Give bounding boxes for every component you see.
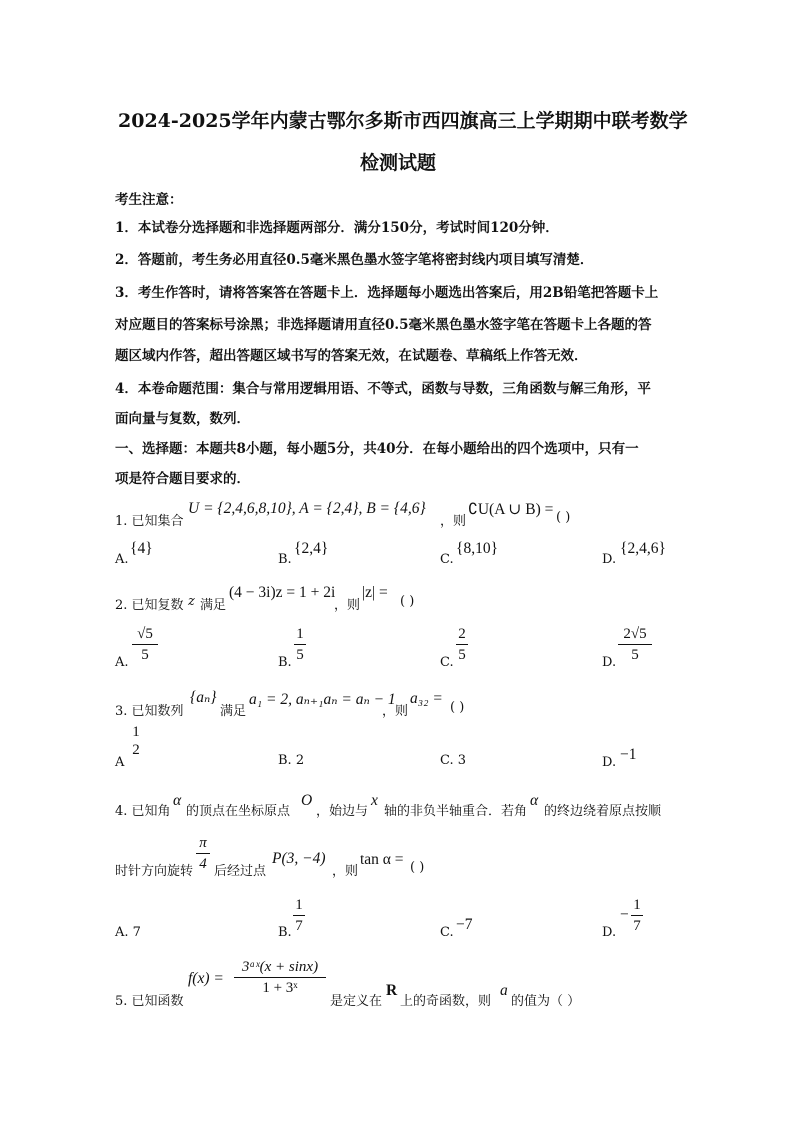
doc-title-line1: 2024-2025学年内蒙古鄂尔多斯市西四旗高三上学期期中联考数学	[118, 110, 688, 132]
q4-answer-paren: ( )	[410, 860, 425, 875]
q3-option-b: B. 2	[278, 753, 305, 768]
section-heading-line1: 一、选择题：本题共8小题，每小题5分，共40分．在每小题给出的四个选项中，只有一	[115, 441, 639, 457]
q5-lhs: f(x) =	[188, 970, 224, 987]
q1-option-b-value: {2,4}	[294, 540, 329, 557]
q4-line1-c: ，始边与	[316, 804, 369, 819]
q1-then: ，则	[440, 514, 467, 529]
notice-item-1: 1．本试卷分选择题和非选择题两部分．满分150分，考试时间120分钟．	[115, 220, 559, 236]
q2-abs: |z| =	[362, 584, 388, 601]
q4-option-d-sign: −	[620, 906, 629, 923]
q5-mid: 是定义在	[330, 994, 383, 1009]
q5-end: 的值为（ ）	[511, 994, 581, 1009]
q1-option-d-value: {2,4,6}	[620, 540, 666, 557]
notice-item-3b: 对应题目的答案标号涂黑；非选择题请用直径0.5毫米黑色墨水签字笔在答题卡上各题的答	[115, 317, 652, 333]
q4-option-b-fraction: 1 7	[293, 896, 305, 935]
q4-option-a: A. 7	[115, 925, 141, 940]
q4-line1-a: 4. 已知角	[115, 804, 171, 819]
q4-pi-over-4: π 4	[196, 834, 210, 873]
q4-option-c-value: −7	[456, 916, 473, 933]
q1-option-c-label: C.	[440, 552, 454, 567]
notice-heading: 考生注意：	[115, 192, 183, 208]
q3-option-c: C. 3	[440, 753, 467, 768]
q3-mid: 满足	[220, 704, 247, 719]
notice-item-2: 2．答题前，考生务必用直径0.5毫米黑色墨水签字笔将密封线内项目填写清楚．	[115, 252, 594, 268]
notice-item-4b: 面向量与复数，数列．	[115, 411, 250, 427]
q1-option-a-label: A.	[115, 552, 129, 567]
q2-prefix: 2. 已知复数	[115, 598, 184, 613]
q4-option-c-label: C.	[440, 925, 454, 940]
q1-answer-paren: ( )	[556, 510, 571, 525]
q4-line2-c: ，则	[332, 864, 359, 879]
q4-line2-b: 后经过点	[214, 864, 267, 879]
q4-option-d-fraction: 1 7	[631, 896, 643, 935]
q4-tan: tan α =	[360, 851, 404, 868]
q2-option-a-label: A.	[115, 655, 129, 670]
q2-answer-paren: ( )	[400, 594, 415, 609]
q3-option-a-fraction: 1 2	[132, 724, 140, 758]
q4-line1-e: 的终边绕着原点按顺	[544, 804, 662, 819]
q4-option-b-label: B.	[278, 925, 292, 940]
q2-option-b-label: B.	[278, 655, 292, 670]
q4-origin: O	[301, 792, 313, 809]
q2-var: z	[188, 594, 195, 609]
q1-option-c-value: {8,10}	[456, 540, 499, 557]
q2-option-c-label: C.	[440, 655, 454, 670]
q5-fraction: 3ᵃˣ(x + sinx) 1 + 3ˣ	[234, 958, 326, 997]
q4-alpha-1: α	[173, 792, 182, 809]
q3-sequence: {aₙ}	[190, 689, 217, 706]
q2-option-b-fraction: 1 5	[294, 625, 306, 664]
q1-option-d-label: D.	[602, 552, 617, 567]
q1-prefix: 1. 已知集合	[115, 514, 184, 529]
q1-option-a-value: {4}	[130, 540, 153, 557]
q3-option-d-value: −1	[620, 746, 637, 763]
section-heading-line2: 项是符合题目要求的．	[115, 471, 250, 487]
q2-then: ，则	[334, 598, 361, 613]
q3-prefix: 3. 已知数列	[115, 704, 184, 719]
q1-complement: ∁U(A ∪ B) =	[468, 501, 554, 518]
q5-R: R	[386, 982, 398, 999]
q1-option-b-label: B.	[278, 552, 292, 567]
q2-option-a-fraction: √5 5	[132, 625, 158, 664]
notice-item-3a: 3．考生作答时，请将答案答在答题卡上．选择题每小题选出答案后，用2B铅笔把答题卡上	[115, 285, 659, 301]
q4-line1-b: 的顶点在坐标原点	[186, 804, 291, 819]
q5-tail: 上的奇函数，则	[400, 994, 492, 1009]
q5-a: a	[500, 982, 508, 999]
q3-recurrence: a₁ = 2, aₙ₊₁aₙ = aₙ − 1	[249, 691, 396, 708]
q4-line1-d: 轴的非负半轴重合．若角	[384, 804, 528, 819]
q2-mid: 满足	[200, 598, 227, 613]
doc-title-line2: 检测试题	[360, 152, 437, 174]
q4-x: x	[371, 792, 378, 809]
q3-option-d-label: D.	[602, 755, 617, 770]
q3-option-a-label: A	[115, 755, 125, 770]
q2-option-c-fraction: 2 5	[456, 625, 468, 664]
notice-item-3c: 题区域内作答，超出答题区域书写的答案无效，在试题卷、草稿纸上作答无效．	[115, 348, 588, 364]
q3-then: ，则	[382, 704, 409, 719]
q4-alpha-2: α	[530, 792, 539, 809]
q4-point: P(3, −4)	[272, 850, 326, 867]
q2-option-d-fraction: 2√5 5	[618, 625, 652, 664]
q2-equation: (4 − 3i)z = 1 + 2i	[229, 584, 336, 601]
q3-target: a₃₂ =	[410, 690, 443, 707]
q4-line2-a: 时针方向旋转	[115, 864, 194, 879]
q3-answer-paren: ( )	[450, 700, 465, 715]
notice-item-4a: 4．本卷命题范围：集合与常用逻辑用语、不等式，函数与导数，三角函数与解三角形，平	[115, 381, 651, 397]
q1-sets: U = {2,4,6,8,10}, A = {2,4}, B = {4,6}	[188, 500, 426, 517]
q4-option-d-label: D.	[602, 925, 617, 940]
q2-option-d-label: D.	[602, 655, 617, 670]
q5-prefix: 5. 已知函数	[115, 994, 184, 1009]
